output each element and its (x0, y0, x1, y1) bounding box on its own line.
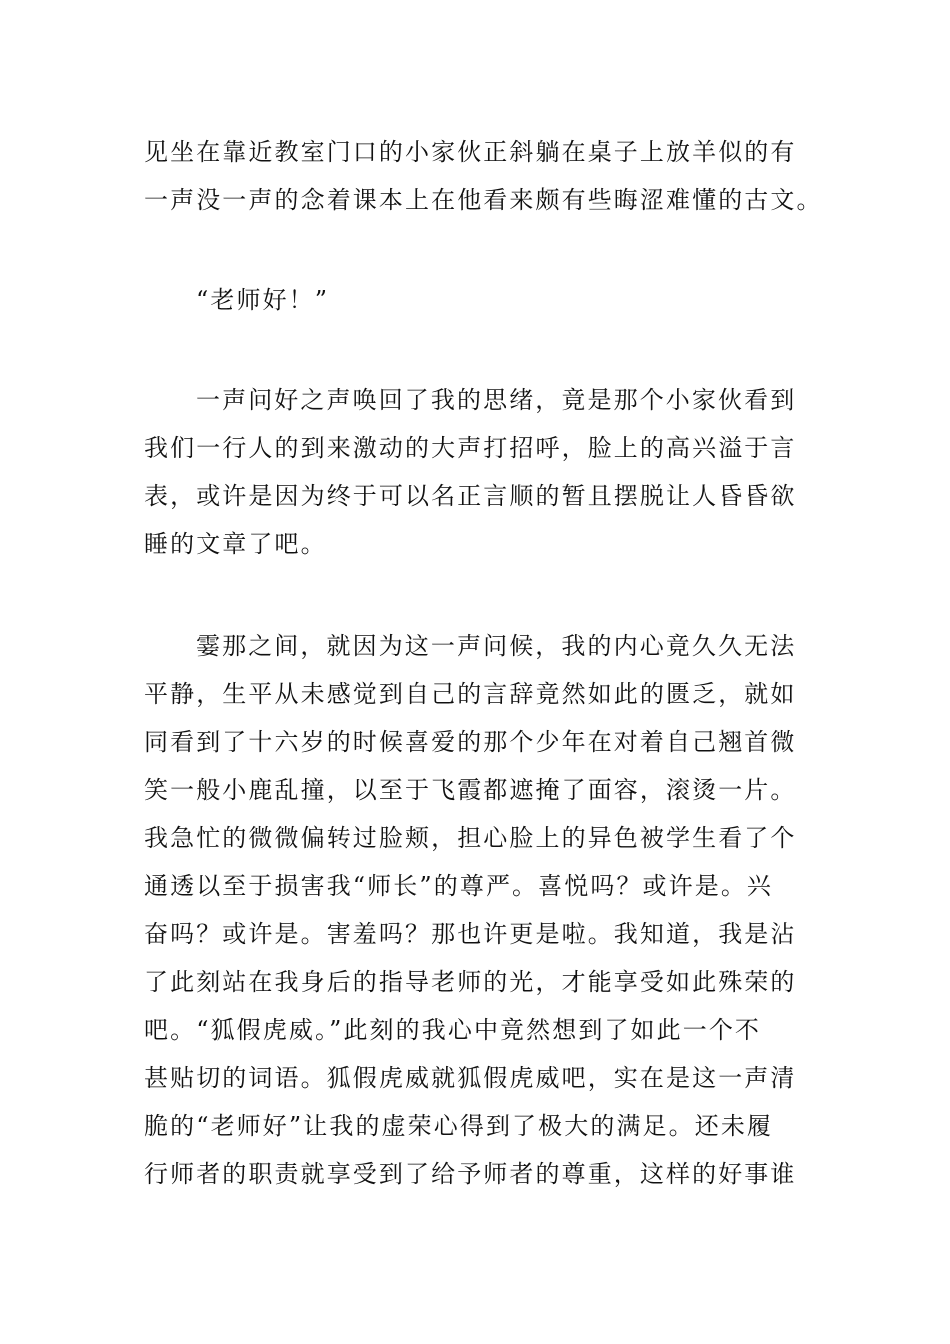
text-line: 表，或许是因为终于可以名正言顺的暂且摆脱让人昏昏欲 (144, 482, 797, 510)
text-line: 行师者的职责就享受到了给予师者的尊重，这样的好事谁 (144, 1160, 797, 1188)
paragraph-dialogue (144, 276, 809, 324)
paragraph-greeting (144, 376, 809, 568)
text-line: “老师好！” (196, 286, 330, 314)
text-line: 甚贴切的词语。狐假虎威就狐假虎威吧，实在是这一声清 (144, 1064, 797, 1092)
text-line: 笑一般小鹿乱撞，以至于飞霞都遮掩了面容，滚烫一片。 (144, 776, 797, 804)
text-line: 一声问好之声唤回了我的思绪，竟是那个小家伙看到 (196, 386, 797, 414)
text-line: 我们一行人的到来激动的大声打招呼，脸上的高兴溢于言 (144, 434, 797, 462)
text-line: 脆的“老师好”让我的虚荣心得到了极大的满足。还未履 (144, 1112, 774, 1140)
text-line: 我急忙的微微偏转过脸颊，担心脸上的异色被学生看了个 (144, 824, 797, 852)
paragraph-reflection (144, 622, 809, 1198)
text-line: 同看到了十六岁的时候喜爱的那个少年在对着自己翘首微 (144, 728, 797, 756)
text-line: 奋吗？或许是。害羞吗？那也许更是啦。我知道，我是沾 (144, 920, 797, 948)
text-line: 霎那之间，就因为这一声问候，我的内心竟久久无法 (196, 632, 797, 660)
text-line: 吧。“狐假虎威。”此刻的我心中竟然想到了如此一个不 (144, 1016, 762, 1044)
paragraph-continuation (144, 128, 823, 224)
text-line: 通透以至于损害我“师长”的尊严。喜悦吗？或许是。兴 (144, 872, 774, 900)
text-line: 了此刻站在我身后的指导老师的光，才能享受如此殊荣的 (144, 968, 797, 996)
text-line: 平静，生平从未感觉到自己的言辞竟然如此的匮乏，就如 (144, 680, 797, 708)
text-line: 见坐在靠近教室门口的小家伙正斜躺在桌子上放羊似的有 (144, 138, 797, 166)
text-line: 睡的文章了吧。 (144, 530, 327, 558)
text-line: 一声没一声的念着课本上在他看来颇有些晦涩难懂的古文。 (144, 186, 823, 214)
